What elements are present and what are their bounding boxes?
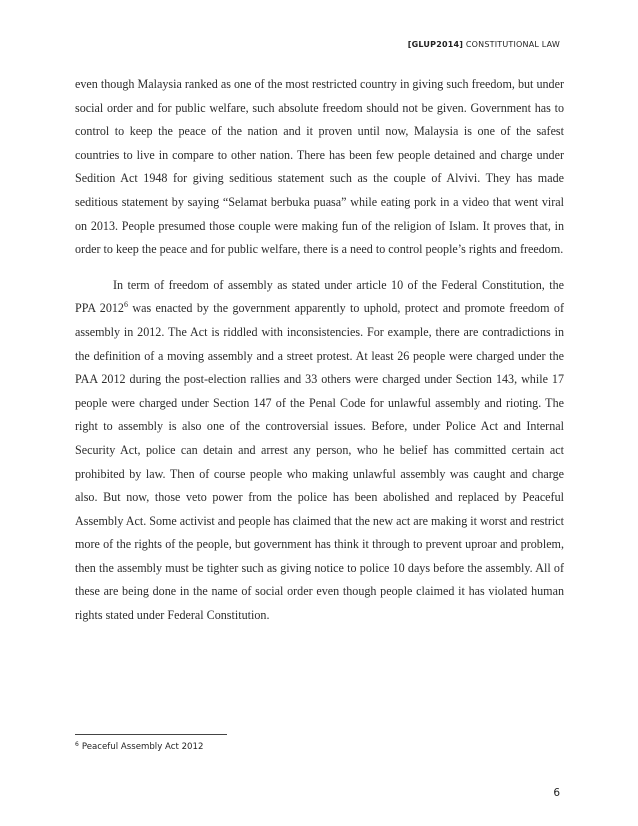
- header-title: CONSTITUTIONAL LAW: [465, 40, 560, 49]
- header-course-code: [GLUP2014]: [407, 40, 464, 49]
- paragraph-2: [75, 274, 564, 628]
- footnote-reference: 6: [123, 300, 128, 310]
- page-number: 6: [553, 787, 560, 799]
- running-header: [408, 40, 560, 49]
- footnote-number: 6: [75, 741, 79, 748]
- footnote-divider: [75, 734, 227, 735]
- paragraph-2-text-start: In term of freedom of assembly as stated under article 10 of the Federal Constitution, the PPA 2012: [75, 277, 564, 316]
- footnote: [75, 742, 203, 752]
- body-text: [75, 73, 564, 628]
- paragraph-2-text-end: was enacted by the government apparently to uphold, protect and promote freedom of assembly in 2012. The Act is riddled with inconsistencies. For example, there are contradictions in the definition of a moving assembly and a street protest. At least 26 people were charged under the PAA 2012 during the post-election rallies and 33 others were charged under Section 143, while 17 people were charged under Section 147 of the Penal Code for unlawful assembly and rioting. The right to assembly is also one of the controversial issues. Before, under Police Act and Internal Security Act, police can detain and arrest any person, who he belief has committed certain act prohibited by law. Then of course people who making unlawful assembly was caught and charge also. But now, those veto power from the police has been abolished and replaced by Peaceful Assembly Act. Some activist and people has claimed that the new act are making it worst and restrict more of the rights of the people, but government has think it through to prevent uproar and problem, then the assembly must be tighter such as giving notice to police 10 days before the assembly. All of these are being done in the name of social order even though people claimed it has violated human rights stated under Federal Constitution.: [75, 301, 564, 623]
- footnote-text: Peaceful Assembly Act 2012: [81, 742, 204, 752]
- paragraph-1: even though Malaysia ranked as one of the most restricted country in giving such freedom, but under social order and for public welfare, such absolute freedom should not be given. Government has to control to keep the peace of the nation and it proven until now, Malaysia is one of the safest countries to live in compare to other nation. There has been few people detained and charge under Sedition Act 1948 for giving seditious statement such as the couple of Alvivi. They has made seditious statement by saying “Selamat berbuka puasa” while eating pork in a video that went viral on 2013. People presumed those couple were making fun of the religion of Islam. It proves that, in order to keep the peace and for public welfare, there is a need to control people’s rights and freedom.: [75, 77, 564, 257]
